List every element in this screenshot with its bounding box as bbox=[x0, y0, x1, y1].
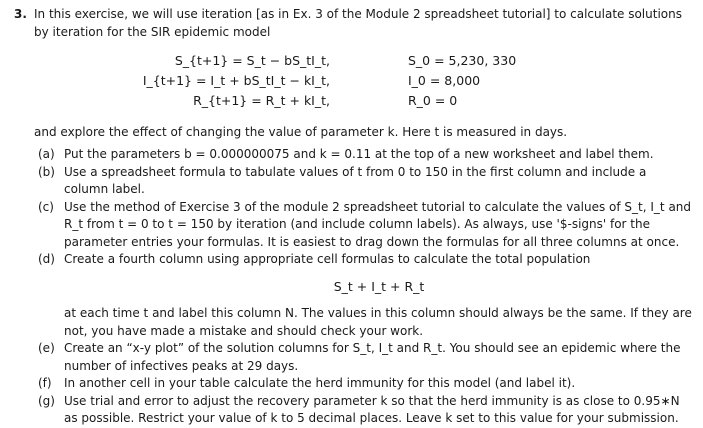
task-label: (g) bbox=[38, 393, 55, 408]
task-text: Use a spreadsheet formula to tabulate values of t from 0 to 150 in the first column and include a column label. bbox=[64, 164, 647, 196]
task-label: (a) bbox=[38, 147, 55, 161]
task-label: (c) bbox=[38, 199, 54, 214]
task-text: Create a fourth column using appropriate cell formulas to calculate the total population bbox=[64, 252, 591, 266]
question-number: 3. bbox=[14, 7, 27, 21]
task-item-c bbox=[34, 199, 694, 252]
initial-i: I_0 = 8,000 bbox=[408, 73, 481, 88]
initial-r: R_0 = 0 bbox=[408, 93, 458, 108]
task-label: (f) bbox=[38, 376, 52, 390]
total-population-equation: S_t + I_t + R_t bbox=[333, 278, 425, 294]
initial-s: S_0 = 5,230, 330 bbox=[408, 53, 517, 68]
task-item-a bbox=[34, 146, 694, 164]
explore-text: and explore the effect of changing the value of parameter k. Here t is measured in days. bbox=[34, 125, 568, 139]
task-text-continued: at each time t and label this column N. The values in this column should always be the same. If they are not, you have made a mistake and should check your work. bbox=[64, 306, 692, 338]
task-item-e bbox=[34, 340, 694, 375]
task-item-g bbox=[34, 393, 694, 428]
question-intro bbox=[14, 6, 694, 41]
task-text: Create an “x-y plot” of the solution columns for S_t, I_t and R_t. You should see an epidemic where the number of infectives peaks at 29 days. bbox=[64, 341, 681, 373]
equation-s: S_{t+1} = S_t − bS_tI_t, bbox=[174, 53, 330, 68]
task-item-b bbox=[34, 164, 694, 199]
question-intro-text: In this exercise, we will use iteration [as in Ex. 3 of the Module 2 spreadsheet tutorial] to calculate solutions by iteration for the SIR epidemic model bbox=[34, 7, 682, 39]
task-text: Use trial and error to adjust the recovery parameter k so that the herd immunity is as close to 0.95∗N as possible. Restrict your value of k to 5 decimal places. Leave k set to this value for your submission. bbox=[64, 393, 680, 425]
task-label: (d) bbox=[38, 252, 55, 266]
task-item-f bbox=[34, 375, 694, 393]
task-text: Put the parameters b = 0.000000075 and k = 0.11 at the top of a new worksheet and label them. bbox=[64, 147, 654, 161]
task-text: Use the method of Exercise 3 of the module 2 spreadsheet tutorial to calculate the values of S_t, I_t and R_t from t = 0 to t = 150 by iteration (and include column labels). As always, use '$-signs' for the parameter entries your formulas. It is easiest to drag down the formulas for all three columns at once. bbox=[64, 199, 692, 249]
task-list bbox=[34, 146, 694, 428]
equation-i: I_{t+1} = I_t + bS_tI_t − kI_t, bbox=[142, 73, 330, 88]
task-text: In another cell in your table calculate the herd immunity for this model (and label it). bbox=[64, 376, 576, 390]
equation-r: R_{t+1} = R_t + kI_t, bbox=[193, 93, 330, 108]
sir-equations bbox=[0, 50, 703, 116]
task-item-d bbox=[34, 251, 694, 340]
task-label: (b) bbox=[38, 164, 55, 179]
task-label: (e) bbox=[38, 341, 55, 355]
